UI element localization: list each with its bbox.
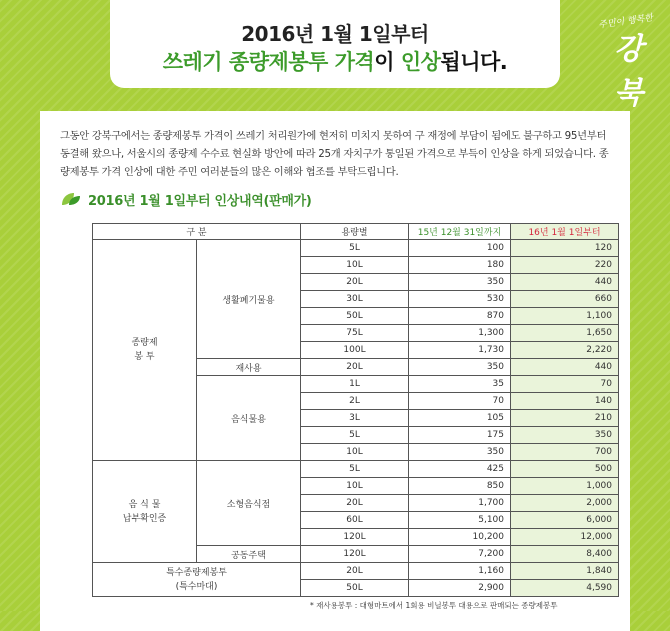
capacity-cell: 5L: [301, 461, 409, 478]
footnote: * 재사용봉투 : 대형마트에서 1회용 비닐봉투 대용으로 판매되는 종량제봉투: [310, 601, 558, 610]
old-price-cell: 100: [409, 240, 511, 257]
old-price-cell: 530: [409, 291, 511, 308]
group-bag: [93, 240, 197, 461]
capacity-cell: 75L: [301, 325, 409, 342]
subgroup-food-use: 음식물용: [197, 376, 301, 461]
table-row: [93, 563, 619, 580]
old-price-cell: 425: [409, 461, 511, 478]
subgroup-apartment: 공동주택: [197, 546, 301, 563]
capacity-cell: 50L: [301, 580, 409, 597]
new-price-cell: 660: [511, 291, 619, 308]
subgroup-household: 생활폐기물용: [197, 240, 301, 359]
capacity-cell: 30L: [301, 291, 409, 308]
capacity-cell: 20L: [301, 563, 409, 580]
capacity-cell: 60L: [301, 512, 409, 529]
capacity-cell: 100L: [301, 342, 409, 359]
new-price-cell: 700: [511, 444, 619, 461]
header-new-price: 16년 1월 1일부터: [511, 224, 619, 240]
old-price-cell: 5,100: [409, 512, 511, 529]
header-capacity: 용량별: [301, 224, 409, 240]
capacity-cell: 5L: [301, 240, 409, 257]
new-price-cell: 140: [511, 393, 619, 410]
capacity-cell: 3L: [301, 410, 409, 427]
new-price-cell: 70: [511, 376, 619, 393]
price-table: [92, 223, 619, 597]
header-old-price: 15년 12월 31일까지: [409, 224, 511, 240]
new-price-cell: 120: [511, 240, 619, 257]
group-special: [93, 563, 301, 597]
gangbuk-logo: [596, 4, 662, 111]
group-bag-label: 종량제 봉 투: [131, 338, 158, 362]
group-special-label: 특수종량제봉투 (특수마대): [166, 567, 227, 592]
headline-connector: 이: [374, 50, 401, 74]
old-price-cell: 870: [409, 308, 511, 325]
headline-date: 2016년 1월 1일부터: [241, 22, 429, 46]
group-food: [93, 461, 197, 563]
new-price-cell: 210: [511, 410, 619, 427]
table-row: [93, 240, 619, 257]
capacity-cell: 20L: [301, 274, 409, 291]
capacity-cell: 20L: [301, 359, 409, 376]
capacity-cell: 10L: [301, 257, 409, 274]
header-banner: [110, 0, 560, 88]
group-food-label: 음 식 물 납부확인증: [122, 499, 167, 524]
capacity-cell: 10L: [301, 444, 409, 461]
old-price-cell: 1,160: [409, 563, 511, 580]
new-price-cell: 440: [511, 359, 619, 376]
new-price-cell: 8,400: [511, 546, 619, 563]
old-price-cell: 350: [409, 359, 511, 376]
table-header-row: [93, 224, 619, 240]
new-price-cell: 440: [511, 274, 619, 291]
new-price-cell: 4,590: [511, 580, 619, 597]
old-price-cell: 350: [409, 444, 511, 461]
old-price-cell: 70: [409, 393, 511, 410]
new-price-cell: 1,840: [511, 563, 619, 580]
headline-ending: 됩니다.: [440, 50, 508, 74]
logo-name: 강북: [614, 32, 643, 111]
new-price-cell: 2,000: [511, 495, 619, 512]
capacity-cell: 5L: [301, 427, 409, 444]
new-price-cell: 500: [511, 461, 619, 478]
intro-paragraph: 그동안 강북구에서는 종량제봉투 가격이 쓰레기 처리원가에 현저히 미치지 못하여 구 재정에 부담이 됨에도 불구하고 95년부터 동결해 왔으나, 서울시의 종량제 수수료 현실화 방안에 따라 25개 자치구가 통일된 가격으로 부득이 인상을 하게 되었습니다. 종량제봉투 가격 인상에 대한 주민 여러분들의 많은 이해와 협조를 부탁드립니다.: [60, 130, 609, 178]
new-price-cell: 220: [511, 257, 619, 274]
old-price-cell: 105: [409, 410, 511, 427]
section-title: [60, 189, 312, 209]
old-price-cell: 10,200: [409, 529, 511, 546]
capacity-cell: 50L: [301, 308, 409, 325]
old-price-cell: 350: [409, 274, 511, 291]
capacity-cell: 120L: [301, 529, 409, 546]
old-price-cell: 175: [409, 427, 511, 444]
leaf-icon: [60, 191, 82, 207]
old-price-cell: 1,730: [409, 342, 511, 359]
new-price-cell: 6,000: [511, 512, 619, 529]
old-price-cell: 1,700: [409, 495, 511, 512]
old-price-cell: 2,900: [409, 580, 511, 597]
content-panel: [40, 111, 630, 631]
table-row: [93, 461, 619, 478]
capacity-cell: 1L: [301, 376, 409, 393]
new-price-cell: 1,100: [511, 308, 619, 325]
section-title-text: 2016년 1월 1일부터 인상내역(판매가): [88, 193, 312, 209]
new-price-cell: 2,220: [511, 342, 619, 359]
headline-increase: 인상: [400, 50, 441, 74]
headline-main: [110, 46, 560, 76]
old-price-cell: 1,300: [409, 325, 511, 342]
old-price-cell: 35: [409, 376, 511, 393]
old-price-cell: 7,200: [409, 546, 511, 563]
subgroup-reuse: 재사용: [197, 359, 301, 376]
new-price-cell: 12,000: [511, 529, 619, 546]
capacity-cell: 2L: [301, 393, 409, 410]
capacity-cell: 120L: [301, 546, 409, 563]
old-price-cell: 850: [409, 478, 511, 495]
new-price-cell: 350: [511, 427, 619, 444]
logo-slogan: 주민이 행복한: [597, 13, 654, 31]
new-price-cell: 1,650: [511, 325, 619, 342]
capacity-cell: 20L: [301, 495, 409, 512]
header-category: 구 분: [93, 224, 301, 240]
new-price-cell: 1,000: [511, 478, 619, 495]
subgroup-small-restaurant: 소형음식점: [197, 461, 301, 546]
headline-green-part: 쓰레기 종량제봉투 가격: [162, 50, 375, 74]
old-price-cell: 180: [409, 257, 511, 274]
capacity-cell: 10L: [301, 478, 409, 495]
